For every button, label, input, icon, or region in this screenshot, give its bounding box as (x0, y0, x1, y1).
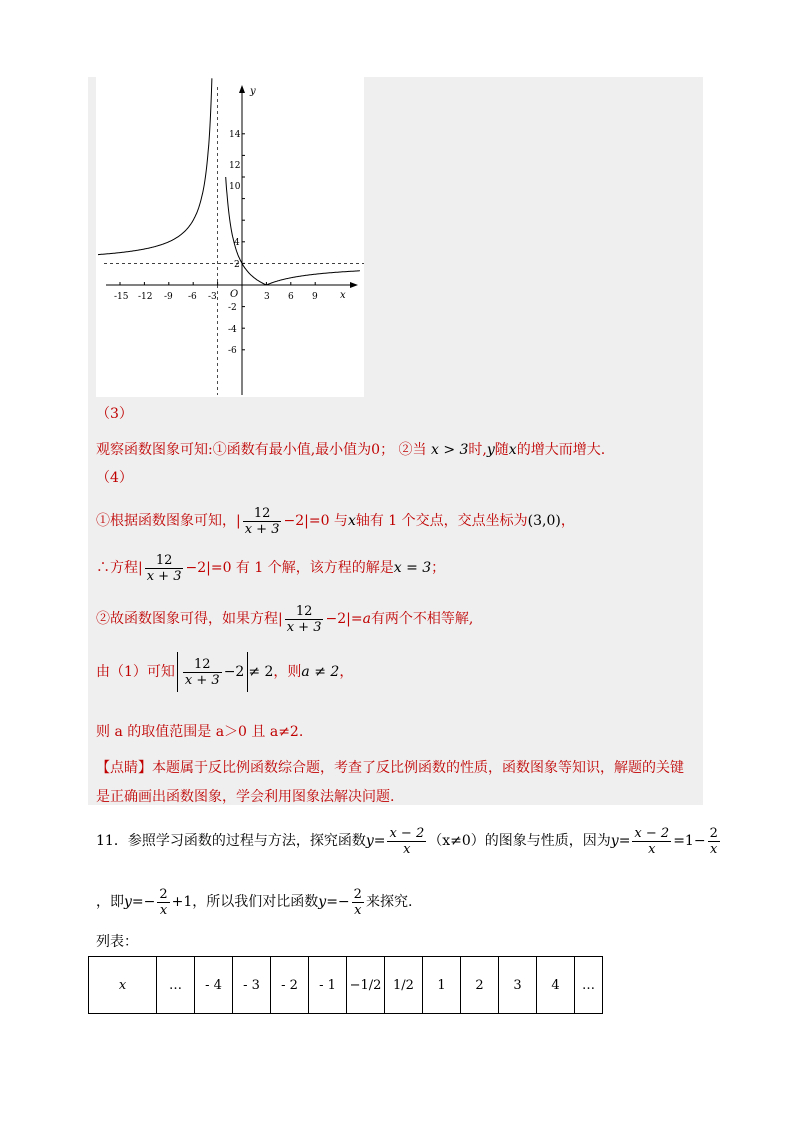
fraction (145, 553, 184, 584)
fraction-num: 2 (709, 825, 718, 841)
s4-l1-end: ， (560, 513, 575, 529)
q11-line-2 (96, 885, 412, 919)
s4-l4-pre: 由（1）可知 (96, 664, 175, 680)
table-cell: 3 (499, 957, 537, 1014)
q11-l2-mid: +1，所以我们对比函数 (171, 894, 319, 910)
table-cell: 4 (537, 957, 575, 1014)
fraction-den: x (354, 902, 362, 918)
section-3-mid: 时, (468, 442, 487, 458)
section-4-line-1 (96, 505, 575, 537)
x-tick-label: 9 (312, 292, 318, 302)
table-header-x: x (118, 977, 127, 993)
s4-l3-post: 有两个不相等解, (370, 611, 474, 627)
fraction (183, 657, 222, 688)
fraction-num: 12 (145, 553, 184, 569)
s4-l1-var: x (347, 513, 356, 529)
table-cell: −1/2 (347, 957, 385, 1014)
q11-line-1 (96, 824, 722, 858)
y-axis-arrow-icon (239, 85, 245, 93)
table-row (89, 957, 603, 1014)
fraction (285, 604, 324, 635)
s4-l2-end: ； (431, 560, 446, 576)
s4-l2-pre: ∴方程| (96, 560, 143, 576)
x-axis-arrow-icon (350, 282, 358, 288)
origin-label: O (230, 289, 239, 300)
fraction-den: x (710, 841, 718, 857)
x-tick-label: -12 (138, 292, 153, 302)
s4-l4-cond: a ≠ 2 (301, 664, 340, 680)
x-tick-label: 3 (264, 292, 270, 302)
comment-line-1: 【点睛】本题属于反比例函数综合题，考查了反比例函数的性质，函数图象等知识，解题的关键 (96, 760, 684, 776)
s4-l2-sol: x = 3 (393, 560, 432, 576)
s4-l2-mid: −2|=0 有 1 个解，该方程的解是 (185, 560, 394, 576)
table-cell: 1 (423, 957, 461, 1014)
fraction (243, 506, 282, 537)
section-3-label: （3） (96, 406, 133, 422)
list-label: 列表： (96, 934, 138, 950)
y-tick-label: -6 (228, 346, 237, 356)
y-tick-label: 12 (229, 161, 241, 171)
table-cell: - 4 (195, 957, 233, 1014)
x-tick-label: -15 (114, 292, 129, 302)
section-4-line-5: 则 a 的取值范围是 a＞0 且 a≠2. (96, 724, 304, 740)
fraction (387, 826, 426, 857)
section-4-line-3 (96, 603, 473, 635)
fraction-num: 2 (353, 886, 362, 902)
s4-l3-mid: −2|= (325, 611, 363, 627)
table-cell: - 1 (309, 957, 347, 1014)
y-axis-label: y (250, 86, 256, 97)
curve-left-branch (98, 78, 212, 254)
q11-l2-post: 来探究. (365, 894, 413, 910)
section-3-pre: 观察函数图象可知:①函数有最小值,最小值为0； ②当 (96, 442, 427, 458)
x-tick-label: 6 (288, 292, 294, 302)
section-4-line-2 (96, 552, 445, 584)
s4-l1-pre: ①根据函数图象可知，| (96, 513, 241, 529)
fraction-den: x (648, 841, 656, 857)
y-tick-label: -4 (228, 325, 237, 335)
fraction-num: 2 (159, 886, 168, 902)
abs-tail: −2 (223, 664, 245, 680)
table-header-cell (89, 957, 157, 1014)
fraction-den: x + 3 (184, 672, 220, 688)
table-cell: … (575, 957, 603, 1014)
s4-l3-pre: ②故函数图象可得，如果方程| (96, 611, 283, 627)
fraction-den: x (403, 841, 411, 857)
absolute-value-expr (177, 652, 248, 692)
fraction-den: x + 3 (146, 568, 182, 584)
q11-l2-y: y=− (124, 894, 156, 910)
fraction (352, 887, 364, 918)
section-3-post: 的增大而增大. (516, 442, 606, 458)
section-3-text (96, 440, 605, 460)
curve-right-branch (226, 177, 360, 285)
fraction-den: x (159, 902, 168, 918)
s4-l1-post: 轴有 1 个交点，交点坐标为 (355, 513, 528, 529)
section-3-var-y: y (486, 442, 495, 458)
table-cell: - 3 (233, 957, 271, 1014)
q11-y-eq2: y= (610, 833, 631, 849)
s4-l1-point: (3,0) (527, 513, 561, 529)
value-table (88, 956, 603, 1014)
fraction-num: x − 2 (389, 825, 425, 841)
section-3-cond: x > 3 (430, 442, 469, 458)
y-tick-label: -2 (228, 303, 237, 313)
section-3-mid2: 随 (494, 442, 509, 458)
q11-l1-pre: 11．参照学习函数的过程与方法，探究函数 (96, 833, 366, 849)
table-cell: 2 (461, 957, 499, 1014)
table-cell: 1/2 (385, 957, 423, 1014)
y-tick-label: 10 (229, 182, 241, 192)
graph-svg (96, 77, 364, 397)
fraction-num: x − 2 (634, 825, 670, 841)
q11-l1-eq: =1− (673, 833, 706, 849)
fraction-den: x + 3 (286, 619, 322, 635)
y-tick-label: 2 (234, 260, 240, 270)
y-tick-label: 4 (234, 238, 240, 248)
fraction-num: 12 (285, 604, 324, 620)
x-axis-label: x (340, 290, 346, 301)
table-cell: - 2 (271, 957, 309, 1014)
q11-l2-pre: ，即 (96, 894, 124, 910)
s4-l4-end: ， (339, 664, 354, 680)
section-3-var-x: x (508, 442, 517, 458)
x-tick-label: -9 (164, 292, 173, 302)
y-tick-label: 14 (229, 130, 241, 140)
fraction (157, 887, 169, 918)
comment-line-2: 是正确画出函数图象，学会利用图象法解决问题. (96, 789, 395, 805)
x-tick-label: -6 (188, 292, 197, 302)
s4-l3-var: a (362, 611, 371, 627)
x-tick-label: -3 (208, 292, 217, 302)
q11-l1-cond: （x≠0）的图象与性质，因为 (428, 833, 611, 849)
fraction-num: 12 (183, 657, 222, 673)
table-cell: … (157, 957, 195, 1014)
section-4-line-4 (96, 652, 353, 692)
s4-l4-neq: ≠ 2 (248, 664, 274, 680)
fraction (632, 826, 671, 857)
function-graph (96, 77, 364, 397)
s4-l4-mid: ，则 (273, 664, 302, 680)
s4-l1-mid: −2|=0 与 (283, 513, 348, 529)
q11-l2-y2: y=− (318, 894, 350, 910)
q11-y-eq: y= (365, 833, 386, 849)
fraction-num: 12 (243, 506, 282, 522)
fraction (708, 826, 720, 857)
fraction-den: x + 3 (244, 521, 280, 537)
section-4-label: （4） (96, 470, 133, 486)
